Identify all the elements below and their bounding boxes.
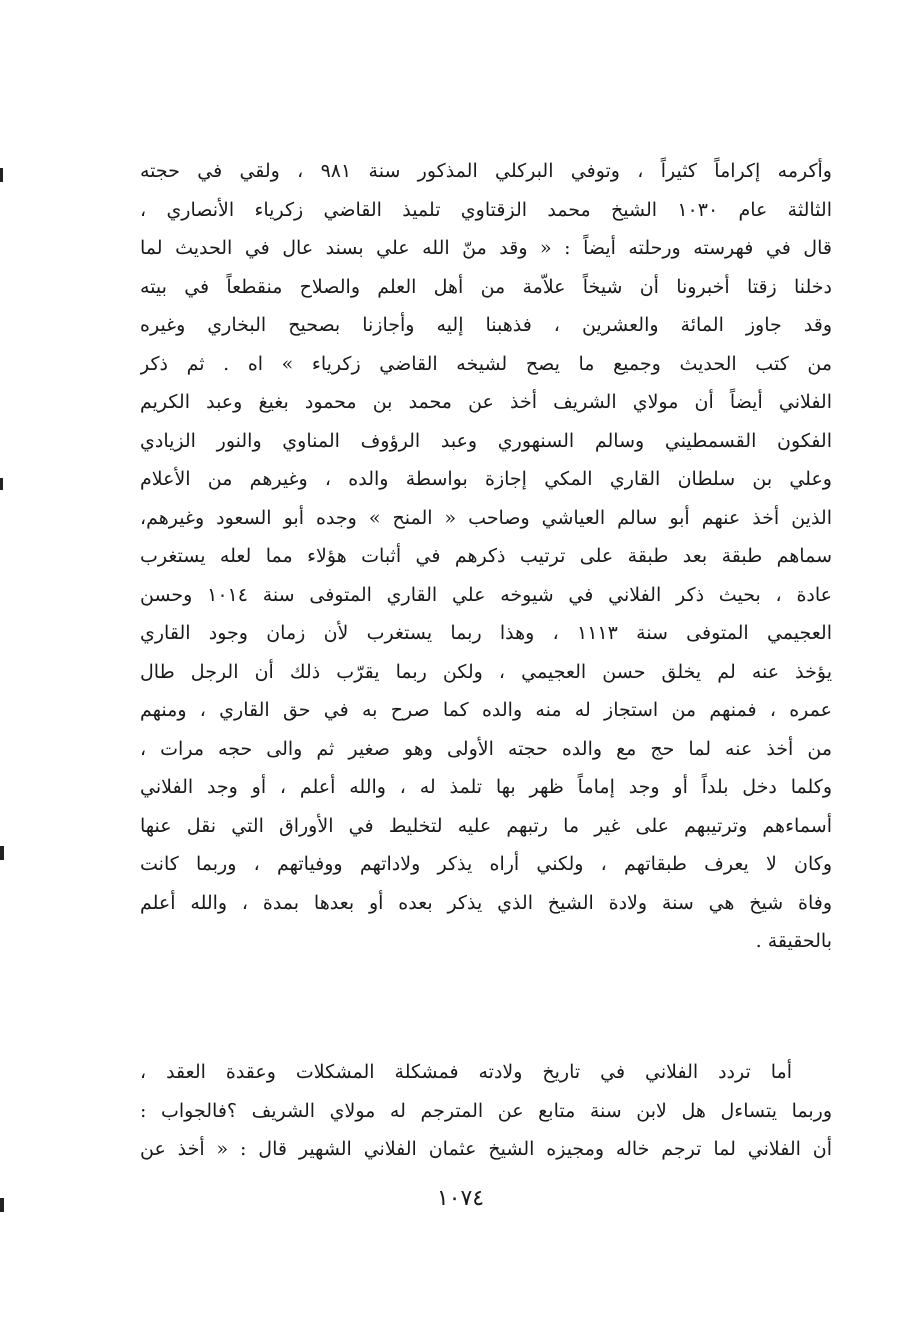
text-line: أما تردد الفلاني في تاريخ ولادته فمشكلة المشكلات وعقدة العقد ، — [140, 1061, 792, 1083]
scan-edge-mark — [0, 478, 3, 490]
text-line: سماهم طبقة بعد طبقة على ترتيب ذكرهم في أثبات هؤلاء مما لعله يستغرب — [140, 545, 832, 567]
text-line: عمره ، فمنهم من استجاز له منه والده كما صرح به في حق القاري ، ومنهم — [140, 699, 832, 721]
text-line: وكلما دخل بلداً أو وجد إماماً ظهر بها تلمذ له ، والله أعلم ، أو وجد الفلاني — [140, 776, 832, 798]
text-line: الثالثة عام ١٠٣٠ الشيخ محمد الزقتاوي تلميذ القاضي زكرياء الأنصاري ، — [140, 198, 832, 221]
text-line: بالحقيقة . — [755, 930, 832, 952]
text-line: من كتب الحديث وجميع ما يصح لشيخه القاضي زكرياء » اه . ثم ذكر — [140, 352, 832, 375]
page-number: ١٠٧٤ — [436, 1186, 485, 1211]
text-line: الفلاني أيضاً أن مولاي الشريف أخذ عن محمد بن محمود بغيغ وعبد الكريم — [140, 391, 832, 413]
text-line: وقد جاوز المائة والعشرين ، فذهبنا إليه وأجازنا بصحيح البخاري وغيره — [140, 314, 832, 336]
paragraph-2 — [140, 1053, 832, 1169]
text-line: عادة ، بحيث ذكر الفلاني في شيوخه علي القاري المتوفى سنة ١٠١٤ وحسن — [140, 583, 832, 606]
text-line: قال في فهرسته ورحلته أيضاً : « وقد منّ الله علي بسند عال في الحديث لما — [140, 237, 832, 259]
paragraph-1 — [140, 152, 832, 961]
scan-edge-mark — [0, 168, 3, 182]
text-line: العجيمي المتوفى سنة ١١١٣ ، وهذا ربما يستغرب لأن زمان وجود القاري — [140, 622, 832, 644]
scan-edge-mark — [0, 846, 4, 860]
text-line: وربما يتساءل هل لابن سنة متابع عن المترجم له مولاي الشريف ؟فالجواب : — [140, 1099, 832, 1122]
text-line: وكان لا يعرف طبقاتهم ، ولكني أراه يذكر ولاداتهم ووفياتهم ، وربما كانت — [140, 853, 832, 875]
text-line: وأكرمه إكراماً كثيراً ، وتوفي البركلي المذكور سنة ٩٨١ ، ولقي في حجته — [140, 160, 832, 182]
text-line: وعلي بن سلطان القاري المكي إجازة بواسطة والده ، وغيرهم من الأعلام — [140, 468, 832, 490]
text-line: أسماءهم وترتيبهم على غير ما رتبهم عليه لتخليط في الأوراق التي نقل عنها — [140, 814, 832, 837]
text-line: من أخذ عنه لما حج مع والده حجته الأولى وهو صغير ثم والى حجه مرات ، — [140, 737, 832, 760]
text-line: الفكون القسمطيني وسالم السنهوري وعبد الرؤوف المناوي والنور الزيادي — [140, 429, 832, 452]
text-line: يؤخذ عنه لم يخلق حسن العجيمي ، ولكن ربما يقرّب ذلك أن الرجل طال — [140, 660, 832, 683]
text-line: وفاة شيخ هي سنة ولادة الشيخ الذي يذكر بعده أو بعدها بمدة ، والله أعلم — [140, 891, 832, 914]
text-line: الذين أخذ عنهم أبو سالم العياشي وصاحب « المنح » وجده أبو السعود وغيرهم، — [140, 506, 832, 529]
scan-edge-mark — [0, 1198, 4, 1212]
text-line: دخلنا زقتا أخبرونا أن شيخاً علاّمة من أهل العلم والصلاح منقطعاً في بيته — [140, 275, 832, 298]
text-line: أن الفلاني لما ترجم خاله ومجيزه الشيخ عثمان الفلاني الشهير قال : « أخذ عن — [140, 1138, 832, 1160]
